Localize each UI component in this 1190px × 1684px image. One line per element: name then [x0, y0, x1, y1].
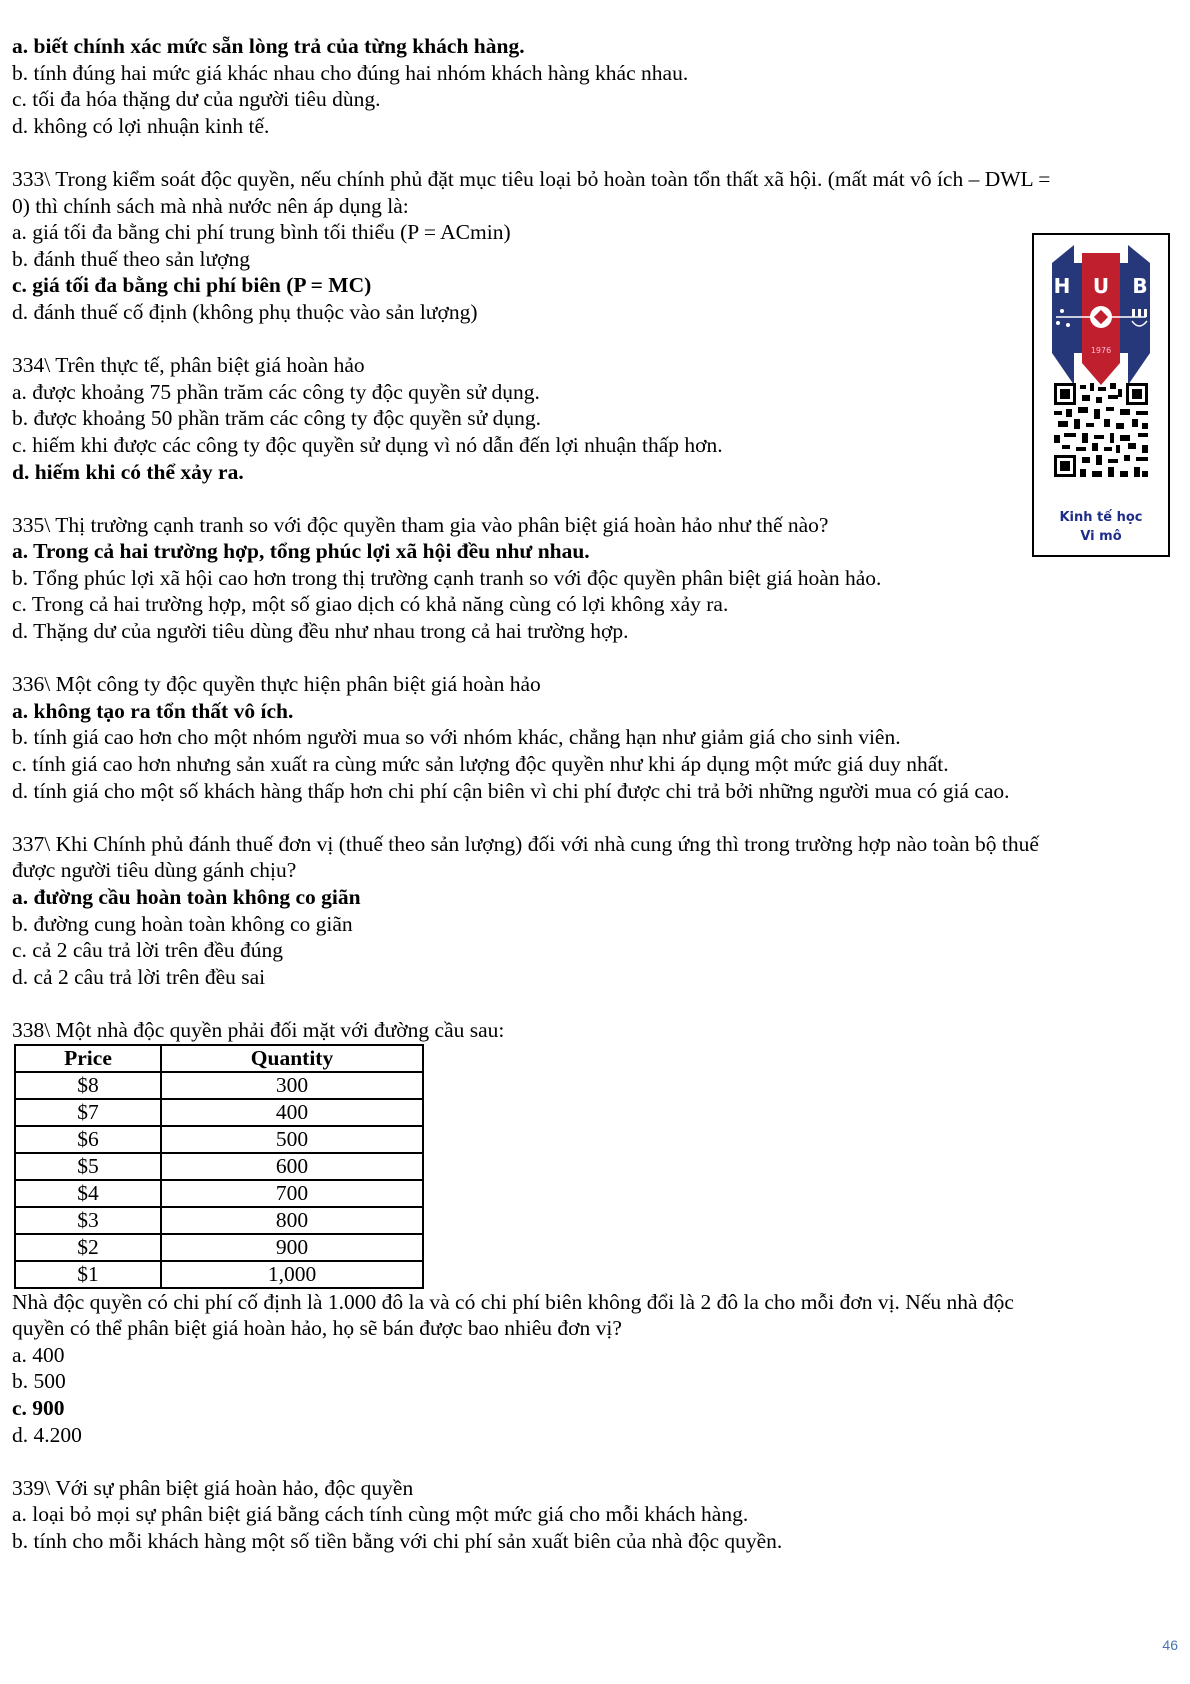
logo-caption-subject: Vi mô: [1080, 529, 1122, 544]
option: d. đánh thuế cố định (không phụ thuộc vào sản lượng): [12, 299, 478, 324]
option-correct: a. đường cầu hoàn toàn không co giãn: [12, 885, 361, 909]
option: a. loại bỏ mọi sự phân biệt giá bằng cách tính cùng một mức giá cho mỗi khách hàng.: [12, 1502, 749, 1527]
question-followup: quyền có thể phân biệt giá hoàn hảo, họ sẽ bán được bao nhiêu đơn vị?: [12, 1316, 622, 1341]
option: b. tính giá cao hơn cho một nhóm người mua so với nhóm khác, chẳng hạn như giảm giá cho sinh viên.: [12, 725, 901, 750]
option: a. được khoảng 75 phần trăm các công ty độc quyền sử dụng.: [12, 379, 540, 404]
page-number: 46: [1162, 1637, 1178, 1653]
quantity-cell: 700: [161, 1180, 423, 1207]
option: b. tính cho mỗi khách hàng một số tiền bằng với chi phí sản xuất biên của nhà độc quyền.: [12, 1528, 783, 1553]
option-correct: a. Trong cả hai trường hợp, tổng phúc lợi xã hội đều như nhau.: [12, 539, 590, 564]
option: c. tối đa hóa thặng dư của người tiêu dùng.: [12, 87, 381, 112]
quantity-cell: 400: [161, 1099, 423, 1126]
price-cell: $5: [15, 1153, 161, 1180]
table-row: [15, 1099, 423, 1126]
table-row: [15, 1261, 423, 1288]
svg-text:H: H: [1053, 274, 1071, 298]
question-337: [12, 831, 1180, 991]
option: d. Thặng dư của người tiêu dùng đều như nhau trong cả hai trường hợp.: [12, 619, 629, 644]
question-stem: 333\ Trong kiểm soát độc quyền, nếu chính phủ đặt mục tiêu loại bỏ hoàn toàn tổn thất xã hội. (mất mát vô ích – DWL =: [12, 166, 1051, 191]
option: b. đánh thuế theo sản lượng: [12, 246, 250, 271]
quantity-cell: 1,000: [161, 1261, 423, 1288]
option-correct: c. 900: [12, 1395, 65, 1420]
document-page: [12, 33, 1180, 1555]
quantity-cell: 900: [161, 1234, 423, 1261]
option-correct: d. hiếm khi có thể xảy ra.: [12, 459, 244, 484]
table-row: [15, 1072, 423, 1099]
question-followup: Nhà độc quyền có chi phí cố định là 1.000 đô la và có chi phí biên không đổi là 2 đô la cho mỗi đơn vị. Nếu nhà độc: [12, 1289, 1014, 1314]
question-336: [12, 671, 1180, 804]
table-row: [15, 1153, 423, 1180]
question-stem: 338\ Một nhà độc quyền phải đối mặt với đường cầu sau:: [12, 1017, 505, 1042]
option: d. không có lợi nhuận kinh tế.: [12, 113, 270, 138]
option: d. tính giá cho một số khách hàng thấp hơn chi phí cận biên vì chi phí được chi trả bởi những người mua có giá cao.: [12, 778, 1010, 803]
option: a. giá tối đa bằng chi phí trung bình tối thiểu (P = ACmin): [12, 220, 511, 245]
table-header-row: [15, 1045, 423, 1072]
price-cell: $4: [15, 1180, 161, 1207]
question-stem: 334\ Trên thực tế, phân biệt giá hoàn hảo: [12, 353, 365, 378]
demand-table: [14, 1044, 424, 1289]
question-stem: 335\ Thị trường cạnh tranh so với độc quyền tham gia vào phân biệt giá hoàn hảo như thế nào?: [12, 512, 829, 537]
question-stem: 336\ Một công ty độc quyền thực hiện phân biệt giá hoàn hảo: [12, 672, 541, 697]
question-stem: 339\ Với sự phân biệt giá hoàn hảo, độc quyền: [12, 1475, 414, 1500]
column-header-price: Price: [15, 1045, 161, 1072]
option-correct: a. không tạo ra tổn thất vô ích.: [12, 698, 294, 723]
option: b. tính đúng hai mức giá khác nhau cho đúng hai nhóm khách hàng khác nhau.: [12, 60, 689, 85]
question-stem: được người tiêu dùng gánh chịu?: [12, 858, 297, 883]
option: b. đường cung hoàn toàn không co giãn: [12, 911, 353, 936]
option: c. Trong cả hai trường hợp, một số giao dịch có khả năng cùng có lợi không xảy ra.: [12, 592, 729, 617]
svg-text:B: B: [1132, 274, 1148, 298]
quantity-cell: 300: [161, 1072, 423, 1099]
hub-university-logo-icon: [1034, 235, 1168, 495]
quantity-cell: 600: [161, 1153, 423, 1180]
price-cell: $2: [15, 1234, 161, 1261]
carry-over-options: [12, 33, 1180, 139]
option: c. cả 2 câu trả lời trên đều đúng: [12, 938, 284, 963]
quantity-cell: 800: [161, 1207, 423, 1234]
option: b. 500: [12, 1369, 66, 1394]
option: d. 4.200: [12, 1422, 82, 1447]
option-correct: c. giá tối đa bằng chi phí biên (P = MC): [12, 273, 372, 298]
price-cell: $7: [15, 1099, 161, 1126]
option: b. Tổng phúc lợi xã hội cao hơn trong thị trường cạnh tranh so với độc quyền phân biệt giá hoàn hảo.: [12, 565, 882, 590]
option: b. được khoảng 50 phần trăm các công ty độc quyền sử dụng.: [12, 406, 542, 431]
option: c. hiếm khi được các công ty độc quyền sử dụng vì nó dẫn đến lợi nhuận thấp hơn.: [12, 432, 723, 457]
option: c. tính giá cao hơn nhưng sản xuất ra cùng mức sản lượng độc quyền như khi áp dụng một mức giá duy nhất.: [12, 752, 949, 777]
price-cell: $6: [15, 1126, 161, 1153]
price-cell: $8: [15, 1072, 161, 1099]
option: d. cả 2 câu trả lời trên đều sai: [12, 964, 266, 989]
question-334: [12, 352, 1180, 485]
question-stem: 337\ Khi Chính phủ đánh thuế đơn vị (thuế theo sản lượng) đối với nhà cung ứng thì trong trường hợp nào toàn bộ thuế: [12, 831, 1039, 856]
table-row: [15, 1234, 423, 1261]
table-row: [15, 1126, 423, 1153]
quantity-cell: 500: [161, 1126, 423, 1153]
column-header-quantity: Quantity: [161, 1045, 423, 1072]
svg-text:U: U: [1092, 274, 1110, 298]
table-row: [15, 1207, 423, 1234]
svg-text:1976: 1976: [1090, 346, 1112, 355]
option: a. 400: [12, 1342, 65, 1367]
question-338: [12, 1017, 1180, 1448]
course-logo-card: [1032, 233, 1170, 557]
option-correct: a. biết chính xác mức sẵn lòng trả của từng khách hàng.: [12, 34, 525, 58]
question-333: [12, 166, 1180, 326]
price-cell: $1: [15, 1261, 161, 1288]
table-row: [15, 1180, 423, 1207]
logo-caption-course: Kinh tế học: [1059, 510, 1143, 525]
question-339: [12, 1475, 1180, 1555]
question-stem: 0) thì chính sách mà nhà nước nên áp dụng là:: [12, 193, 409, 218]
question-335: [12, 512, 1180, 645]
price-cell: $3: [15, 1207, 161, 1234]
